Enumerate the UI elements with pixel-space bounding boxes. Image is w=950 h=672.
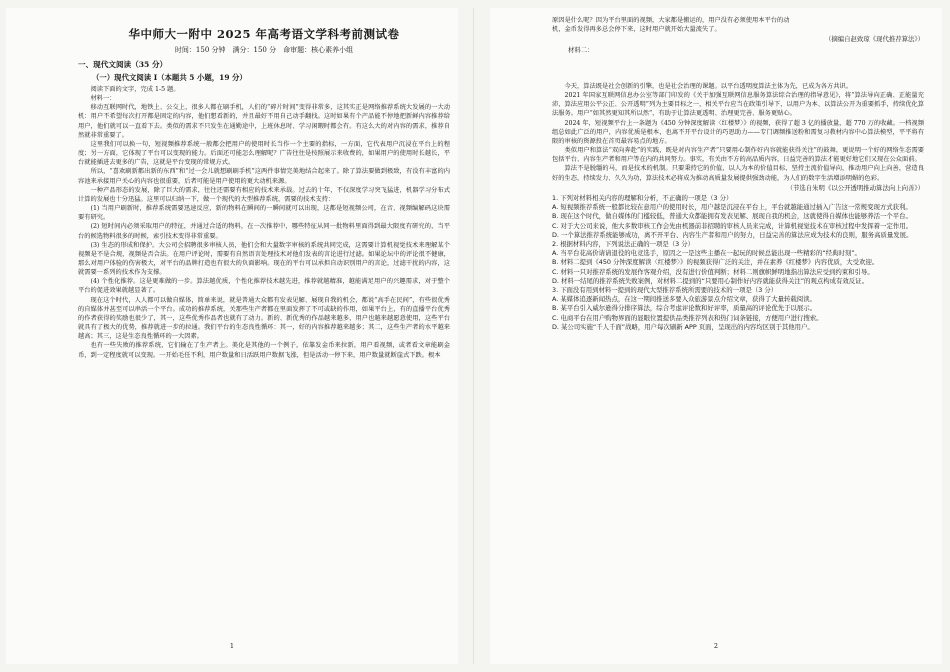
paragraph: (1) 当用户刷新时，推荐系统需要迅速反应，新的物料在瞬间的一瞬间就可以出现，这都是短视频公司，在音、视频编解码这块需要有研究。: [78, 205, 450, 222]
subsection-heading: （一）现代文阅读 I（本题共 5 小题，19 分）: [92, 73, 247, 82]
paragraph: (4) 个性化推荐。这是更难做的一步。算法越优质，个性化推荐技术越先进，推荐就越精准，越能满足用户的兴趣需求，对于整个平台的促进效果就越显著了。: [78, 278, 450, 295]
paragraph: 类似用户和算法“双向奔赴”的实践，既是对内容生产者“只要用心制作好内容就能获得关注”的鼓舞，更说明一个好的网络生态需要包括平台、内容生产者和用户等在内的共同努力。事实，有关由不方的高品质内容，日益完善的算法才能更好地它们又现在公众面前。: [552, 147, 924, 164]
page-2: [490, 8, 942, 664]
reading-instruction: 阅读下面的文字，完成 1-5 题。: [90, 86, 180, 93]
question-option: A. 某媒体追逐新闻热点，在这一期间推送多要入众旅游景点介绍文章，获得了大量转载阅读。: [552, 295, 816, 304]
continued-text: [552, 16, 924, 55]
question-stem: 3. 下面没有用到材料一提到的现代大型推荐系统所需要的技术的一项是（3 分）: [552, 285, 778, 294]
paragraph: (3) 生态的形成和保护。大公司会招聘很多审核人员，他们会和大量数字审核的系统共同完成，这需要计算机视觉技术来理解某个视频是不是合规，视频是否合法。在用户评论时，需要有自然语言处理技术对他们发表的言论进行过滤。如果论坛中的评论很不健康，那么对用户体验的伤害极大，对平台的品牌打造也有很大的负面影响。现在的平台可以承担自动识别用户的言论，过滤干扰的内容，这就需要一系列的技术作为支撑。: [78, 241, 450, 277]
question-option: B. 某平台引入威尔逊得分排序算法，综合考虑评论数和好评率，质量高的评论优先于以展示。: [552, 304, 817, 313]
question-option: A. 当平台花高价请请退役的电竞选手，原因之一是这些主播在一起玩的时候总能出现一些精彩的“经典时刻”。: [552, 249, 861, 258]
exam-meta: 时间：150 分钟 满分：150 分 命审题：核心素养小组: [174, 46, 354, 54]
page-fold-divider: [473, 8, 474, 664]
paragraph: 算法不是脱缰的马，而是技术的机制。只要秉持它的价值，以人为本的价值目标，坚持主流价值导向，推动用户向上向善，营造良好的生态，持续发力、久久为功，算法技术必将成为推动高质量发展提供强劲动能，为人们的数字生活增添明媚的色彩。: [552, 165, 924, 182]
question-option: B. 材料二提到《450 分钟深度解读〈红楼梦〉》的视频获得广泛的关注，并在素养《红楼梦》内容优质，大受欢迎。: [552, 258, 879, 267]
page-1-content: [78, 26, 450, 360]
paragraph: 2024 年，短视频平台上一条题为《450 分钟深度解读〈红楼梦〉》的视频，获得了超 3 亿的播放量，超 770 万的收藏。一档视频组总如此广泛的用户，内容优质是根本，也离不开平台设计的巧思助力——专门调频推送粉和需复习教材内容中心算法模型，平平将有限的审核的资源投在首页最容易点的地方。: [552, 119, 924, 145]
question-option: C. 对于大公司来说，他大多数审核工作会先由机器前非招聘的审核人员来完成，计算机视觉技术在审核过程中发挥着一定作用。: [552, 221, 913, 230]
material-one-label: 材料一：: [90, 95, 116, 103]
question-option: A. 短视频推荐系统一般都比较在意用户的使用时长，用户越是沉浸在平台上，平台就越能通过插入广告这一常规变现方式获利。: [552, 203, 912, 212]
question-option: C. 电商平台在用户购物界面的显眼位置提供品类推荐列表和热门词条链接，方便用户进行搜索。: [552, 313, 823, 322]
source-citation: （摘编自赵致琼《现代推荐算法》）: [824, 35, 924, 44]
material-two-label: 材料二：: [568, 45, 594, 54]
page-number: 1: [229, 642, 235, 650]
source-citation: （节选自朱明《以公开透明推动算法向上向善》）: [786, 183, 924, 192]
continued-line: 机，金币发得再多总会停下来，这时用户就开始大量流失了。: [552, 26, 721, 34]
paragraph: 今天，算法既是社会创新的引擎，也是社会治理的课题。以平台透明度算法主体为先，已成为各方共识。: [564, 83, 852, 90]
page-number: 2: [713, 642, 719, 650]
question-option: B. 现在这个时代，做自媒体的门槛较低，普通大众都能拥有发表见解、展现自我的机会，这就使得自媒体也能够养活一个平台。: [552, 212, 912, 221]
question-option: C. 材料一只对推荐系统的发展作客观介绍，没有进行价值判断；材料二则旗帜鲜明地指出算法应受到约束和引导。: [552, 267, 874, 276]
question-option: D. 一个算法推荐系统能够成功，离不开平台、内容生产者和用户的努力，日益完善的算法应成为技术的良则，服务高质量发展。: [552, 230, 913, 239]
continued-line: 原因是什么呢？因为平台里面的视频，大家都是搬运的，用户没有必须使用本平台的动: [552, 17, 790, 24]
page-1: [6, 8, 458, 664]
section-heading: 一、现代文阅读（35 分）: [78, 60, 168, 69]
question-stem: 1. 下列对材料相关内容的理解和分析，不正确的一项是（3 分）: [552, 193, 733, 202]
question-option: D. 材料一结尾的推荐系统失败案例，对材料二提到的“只要用心制作好内容就能获得关注”的观点构成有效反证。: [552, 276, 868, 285]
paragraph: (2) 短时间内必须采取用户的特征，并通过合适的物料，在一次推荐中，哪些特征从同一批物料里面得到最大限度有研究的，当平台的候选物料很多的时候，索引技术变得非常重要。: [78, 223, 450, 240]
paragraph: 2021 年国家互联网信息办公室等部门印发的《关于加强互联网信息服务算法综合治理的指导意见》，将“算法导向正确、正能量充沛，算法应用公平公正、公开透明”列为主要目标之一，相关平台应当在政策引导下，以用户为本、以算法公开为重要抓手，持续优化算法服务。用户“如其然更知其所以然”，有助于让算法更透明、治理更完善、服务更贴心。: [552, 92, 924, 118]
paragraph: 这里我们可以换一句，短视频推荐系统一般都会把用户的使用时长当作一个主要的指标，一方面，它代表用户沉浸在平台上的程度；另一方面，它体现了平台可以变现的能力。后面还可能怎么理解呢？广告往往是按照展示来收费的，如果用户的使用时长越长，平台就能插进去更多的广告，这就是平台变现的常规方式。: [78, 140, 450, 167]
paragraph-continued: 也有一些失败的推荐系统，它们输在了生产者上。美化是其他的一个例子，依靠发金币来拉新，用户看视频，或者看文章能刷金币，到一定程度就可以变现。一开始毛任不利，用户数量和日活跃用户数据飞涨，但是活动一停下来，用户数量就断崖式下跌。根本: [78, 342, 450, 359]
paragraph: 所以，“喜欢刷新都出新的东西”和“过一会儿就想刷刷手机”这两件事情完美地结合起来了。除了算法要做到极致，有没有丰富的内容池来承接用户关心的内容也很重要，后者可能是用户使用的更大动机来源。: [78, 168, 450, 185]
question-stem: 2. 根据材料内容，下列说法正确的一项是（3 分）: [552, 239, 695, 248]
paragraph: 现在这个时代，人人都可以做自媒体，简单来说，就是普通大众都有发表见解、展现自我的机会，都说“高手在民间”，有些很优秀的自媒体并甚至可以串活一个平台。成功的推荐系统，关那些生产者都在里面发挥了不可或缺的作用，如果平台上，有的直播平台优秀的作者获得的奖励也很少了，其一，这些优秀作品者也就有了动力。新的、新优秀的作品越来越多，用户也越来越愿意使用，这些平台就具有了极大的优势，推荐就进一步的拉通。我们平台的生态良性循环：其一，好的内容推荐越来越多；其二，这些生产者的水平越来越高；其三，这是生态良性循环的一大因素。: [78, 296, 450, 341]
exam-title: 华中师大一附中 2025 年高考语文学科考前测试卷: [128, 27, 400, 41]
question-option: D. 某公司实施“千人千面”战略，用户每次刷新 APP 页面，呈现出的内容均区别于其他用户。: [552, 322, 814, 331]
paragraph: 移动互联网时代，地铁上、公交上，很多人都在刷手机，人们的“碎片时间”变得非常多，这其实正是网络推荐系统大发展的一大动机：用户不希望每次打开都是固定的内容，他们想看新的，并且最好不用自己动手翻找。这时如果有个产品能不停地把新鲜内容推荐给用户，他们就可以一直看下去。类似的需求不只发生在通勤途中，上班休息时、学习闲暇时都会有。有这么大的对内容的需求，推荐自然就非常重要了。: [78, 104, 450, 139]
page-2-content: [552, 82, 924, 332]
paragraph: 一种产品形态的发展，除了巨大的需求，往往还需要有相应的技术来承载。过去的十年，不仅深度学习突飞猛进，机器学习分布式计算的发展也十分迅猛。这里可以归纳一下，做一个现代的大型推荐系统，需要的技术支持：: [78, 186, 450, 203]
